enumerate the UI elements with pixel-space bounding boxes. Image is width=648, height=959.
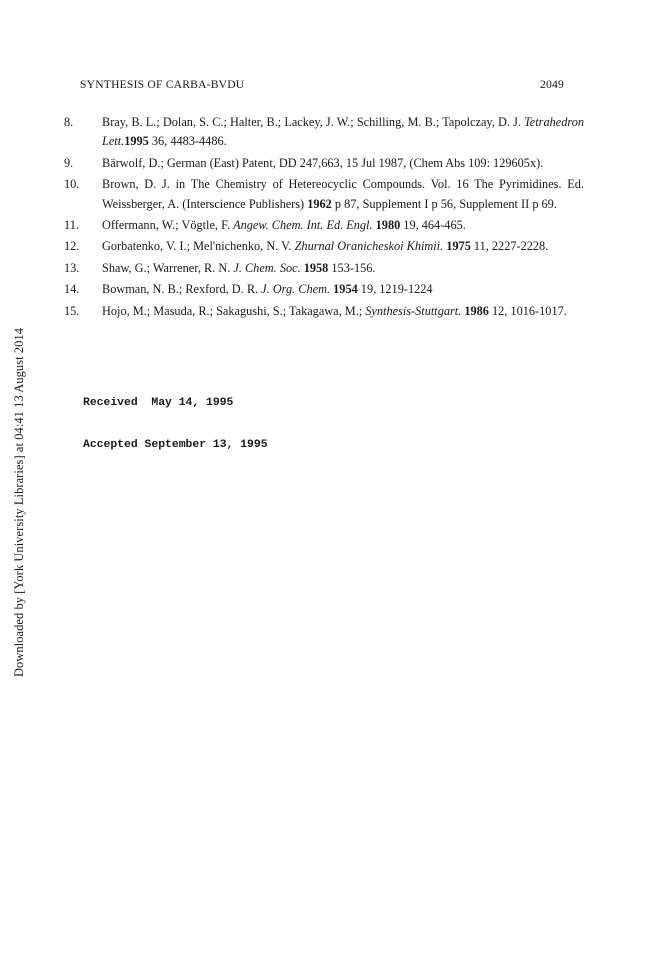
reference-number: 10. [64,177,80,192]
reference-segment: Gorbatenko, V. I.; Mel'nichenko, N. V. [102,239,295,254]
reference-segment: 153-156. [328,260,376,275]
accepted-date: Accepted September 13, 1995 [83,439,268,451]
publication-year: 1954 [333,282,358,297]
received-date: Received May 14, 1995 [83,397,234,409]
reference-segment: Brown, D. J. in The Chemistry of Hetereocyclic Compounds. Vol. 16 The Pyrimidines. Ed. Weissberger, A. (Interscience Publishers) [102,177,584,211]
reference-number: 11. [64,218,79,233]
reference-segment: 36, 4483-4486. [148,134,227,149]
reference-segment: p 87, Supplement I p 56, Supplement II p 69. [331,196,557,211]
running-title: SYNTHESIS OF CARBA-BVDU [80,78,245,91]
reference-number: 12. [64,239,80,254]
received-accepted-dates [83,368,268,466]
publication-year: 1980 [375,218,401,233]
reference-text [102,115,584,148]
reference-number: 14. [64,282,80,297]
reference-number: 9. [64,155,74,170]
journal-title: Tetrahedron Lett. [102,115,584,149]
journal-title: J. Org. Chem. [261,282,331,297]
reference-item [64,175,584,214]
reference-segment: Bärwolf, D.; German (East) Patent, DD 247,663, 15 Jul 1987, (Chem Abs 109: 129605x). [102,155,544,170]
reference-number: 13. [64,260,80,275]
reference-item [64,259,584,278]
journal-title: J. Chem. Soc. [233,260,301,275]
reference-segment: 11, 2227-2228. [470,239,549,254]
journal-title: Zhurnal Oranicheskoi Khimii. [294,239,444,254]
reference-item [64,113,584,152]
reference-segment: Bray, B. L.; Dolan, S. C.; Halter, B.; Lackey, J. W.; Schilling, M. B.; Tapolczay, D. J. [102,115,525,129]
reference-text [102,239,548,253]
reference-segment: Shaw, G.; Warrener, R. N. [102,260,234,275]
publication-year: 1986 [464,303,489,318]
reference-text [102,304,567,318]
journal-title: Angew. Chem. Int. Ed. Engl. [233,218,373,233]
page-number: 2049 [540,78,564,91]
publication-year: 1962 [307,196,332,211]
reference-item [64,216,584,235]
reference-item [64,302,584,321]
reference-item [64,280,584,299]
reference-list [64,113,584,323]
reference-text [102,261,375,275]
reference-segment: Offermann, W.; Vögtle, F. [102,218,234,233]
journal-title: Synthesis-Stuttgart. [365,303,462,318]
publication-year: 1975 [446,239,471,254]
reference-segment: Bowman, N. B.; Rexford, D. R. [102,282,262,297]
reference-segment: 19, 1219-1224 [357,282,433,297]
reference-text [102,177,584,210]
reference-segment: 12, 1016-1017. [488,303,567,318]
reference-number: 8. [64,115,74,129]
reference-text [102,218,466,232]
reference-segment: Hojo, M.; Masuda, R.; Sakagushi, S.; Takagawa, M.; [102,303,366,318]
reference-segment: 19, 464-465. [400,218,466,233]
download-stamp: Downloaded by [York University Libraries] at 04:41 13 August 2014 [12,327,26,677]
reference-text [102,282,433,296]
reference-item [64,154,584,173]
publication-year: 1958 [303,260,329,275]
publication-year: 1995 [124,134,149,149]
reference-item [64,237,584,256]
reference-text [102,156,543,170]
reference-number: 15. [64,303,80,318]
